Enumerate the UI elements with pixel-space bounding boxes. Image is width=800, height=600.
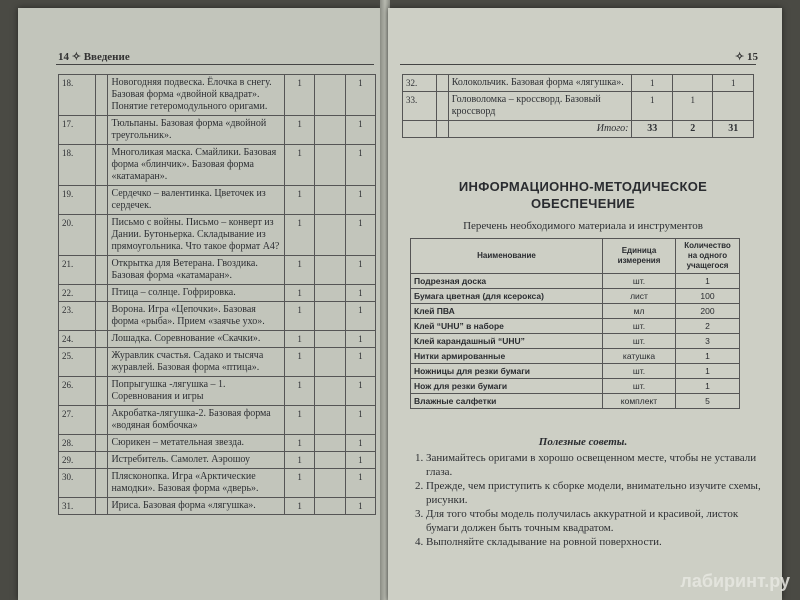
hours-practice: 1 (345, 377, 375, 406)
table-row (59, 75, 376, 116)
hours-practice: 1 (345, 285, 375, 302)
row-number: 31. (59, 498, 96, 515)
row-number: 21. (59, 256, 96, 285)
row-number: 25. (59, 348, 96, 377)
hours-practice: 1 (345, 302, 375, 331)
lesson-title: Письмо с войны. Письмо – конверт из Дании. Бутоньерка. Складывание из прямоугольника. Что такое формат А4? (108, 215, 284, 256)
total-hours: 33 (632, 121, 673, 138)
hours-total: 1 (284, 348, 314, 377)
section-title-line: ИНФОРМАЦИОННО-МЕТОДИЧЕСКОЕ (458, 179, 708, 194)
material-qty: 3 (676, 334, 740, 349)
blank-cell (437, 75, 448, 92)
material-unit: комплект (603, 394, 676, 409)
material-qty: 100 (676, 289, 740, 304)
hours-theory: 1 (672, 92, 713, 121)
hours-theory (315, 435, 345, 452)
material-qty: 1 (676, 379, 740, 394)
row-number: 27. (59, 406, 96, 435)
row-number: 29. (59, 452, 96, 469)
hours-practice: 1 (345, 469, 375, 498)
hours-practice: 1 (345, 331, 375, 348)
hours-practice: 1 (345, 145, 375, 186)
lesson-title: Сюрикен – метательная звезда. (108, 435, 284, 452)
hours-theory (315, 186, 345, 215)
hours-total: 1 (284, 452, 314, 469)
material-unit: шт. (603, 364, 676, 379)
hours-total: 1 (284, 331, 314, 348)
lesson-title: Ворона. Игра «Цепочки». Базовая форма «рыба». Прием «заячье ухо». (108, 302, 284, 331)
table-row (59, 452, 376, 469)
materials-row (411, 394, 740, 409)
materials-row (411, 289, 740, 304)
material-qty: 200 (676, 304, 740, 319)
blank-cell (96, 302, 108, 331)
hours-total: 1 (284, 75, 314, 116)
table-row (59, 498, 376, 515)
materials-row (411, 319, 740, 334)
table-row (59, 215, 376, 256)
total-label: Итого: (448, 121, 632, 138)
hours-theory (315, 75, 345, 116)
material-name: Клей “UHU” в наборе (411, 319, 603, 334)
lesson-title: Тюльпаны. Базовая форма «двойной треугольник». (108, 116, 284, 145)
row-number: 33. (403, 92, 437, 121)
header-qty: Количество на одного учащегося (676, 239, 740, 274)
blank-cell (96, 498, 108, 515)
tip-item: 4. Выполняйте складывание на ровной поверхности. (426, 535, 766, 549)
hours-total: 1 (284, 186, 314, 215)
blank-cell (96, 145, 108, 186)
hours-practice: 1 (713, 75, 754, 92)
blank-cell (96, 215, 108, 256)
row-number (403, 121, 437, 138)
lesson-table-right (402, 74, 754, 138)
total-row (403, 121, 754, 138)
hours-total: 1 (284, 145, 314, 186)
hours-total: 1 (632, 75, 673, 92)
material-name: Нитки армированные (411, 349, 603, 364)
hours-total: 1 (284, 285, 314, 302)
hours-theory (315, 256, 345, 285)
row-number: 26. (59, 377, 96, 406)
running-head-left: 14 ✧ Введение (58, 51, 130, 63)
watermark-logo: лабиринт.ру (680, 571, 790, 591)
material-unit: шт. (603, 379, 676, 394)
lesson-title: Головоломка – кроссворд. Базовый кроссворд (448, 92, 632, 121)
blank-cell (96, 469, 108, 498)
hours-theory (672, 75, 713, 92)
materials-row (411, 364, 740, 379)
header-unit: Единица измерения (603, 239, 676, 274)
table-row (59, 377, 376, 406)
row-number: 28. (59, 435, 96, 452)
blank-cell (96, 348, 108, 377)
lesson-title: Плясконопка. Игра «Арктические намодки». Базовая форма «дверь». (108, 469, 284, 498)
hours-total: 1 (284, 256, 314, 285)
hours-practice: 1 (345, 215, 375, 256)
lesson-title: Акробатка-лягушка-2. Базовая форма «водяная бомбочка» (108, 406, 284, 435)
material-unit: катушка (603, 349, 676, 364)
blank-cell (96, 377, 108, 406)
blank-cell (96, 186, 108, 215)
hours-theory (315, 215, 345, 256)
row-number: 22. (59, 285, 96, 302)
table-row (59, 285, 376, 302)
material-name: Подрезная доска (411, 274, 603, 289)
hours-theory (315, 302, 345, 331)
hours-total: 1 (284, 469, 314, 498)
lesson-title: Журавлик счастья. Садако и тысяча журавлей. Базовая форма «птица». (108, 348, 284, 377)
material-name: Клей ПВА (411, 304, 603, 319)
blank-cell (96, 452, 108, 469)
row-number: 30. (59, 469, 96, 498)
material-unit: шт. (603, 319, 676, 334)
tip-item: 3. Для того чтобы модель получилась аккуратной и красивой, листок бумаги должен быть точным квадратом. (426, 507, 766, 535)
table-row (59, 435, 376, 452)
material-qty: 5 (676, 394, 740, 409)
header-name: Наименование (411, 239, 603, 274)
material-qty: 1 (676, 364, 740, 379)
material-name: Ножницы для резки бумаги (411, 364, 603, 379)
lesson-title: Попрыгушка -лягушка – 1. Соревнования и игры (108, 377, 284, 406)
header-rule (400, 64, 756, 65)
tips-title: Полезные советы. (538, 436, 628, 448)
material-name: Нож для резки бумаги (411, 379, 603, 394)
lesson-title: Птица – солнце. Гофрировка. (108, 285, 284, 302)
table-row (59, 406, 376, 435)
hours-theory (315, 469, 345, 498)
materials-row (411, 349, 740, 364)
table-row (59, 331, 376, 348)
material-unit: шт. (603, 334, 676, 349)
hours-total: 1 (284, 302, 314, 331)
materials-row (411, 334, 740, 349)
hours-practice: 1 (345, 116, 375, 145)
hours-theory (315, 498, 345, 515)
lesson-title: Новогодняя подвеска. Ёлочка в снегу. Базовая форма «двойной квадрат». Понятие гетеромодульного оригами. (108, 75, 284, 116)
row-number: 18. (59, 145, 96, 186)
hours-practice: 1 (345, 75, 375, 116)
row-number: 23. (59, 302, 96, 331)
row-number: 32. (403, 75, 437, 92)
blank-cell (96, 75, 108, 116)
header-rule (56, 64, 374, 65)
hours-theory (315, 406, 345, 435)
tip-item: 2. Прежде, чем приступить к сборке модели, внимательно изучите схемы, рисунки. (426, 479, 766, 507)
table-row (59, 302, 376, 331)
running-head-right: ✧ 15 (735, 51, 758, 63)
lesson-title: Колокольчик. Базовая форма «лягушка». (448, 75, 632, 92)
material-qty: 2 (676, 319, 740, 334)
material-qty: 1 (676, 274, 740, 289)
table-row (59, 145, 376, 186)
materials-row (411, 274, 740, 289)
material-qty: 1 (676, 349, 740, 364)
table-row (59, 348, 376, 377)
material-unit: мл (603, 304, 676, 319)
lesson-title: Открытка для Ветерана. Гвоздика. Базовая форма «катамаран». (108, 256, 284, 285)
material-name: Влажные салфетки (411, 394, 603, 409)
hours-total: 1 (632, 92, 673, 121)
table-row (59, 469, 376, 498)
hours-practice: 1 (345, 498, 375, 515)
total-theory: 2 (672, 121, 713, 138)
material-name: Клей карандашный “UHU” (411, 334, 603, 349)
hours-theory (315, 285, 345, 302)
hours-total: 1 (284, 406, 314, 435)
hours-theory (315, 452, 345, 469)
table-row (403, 92, 754, 121)
blank-cell (96, 285, 108, 302)
hours-theory (315, 331, 345, 348)
hours-total: 1 (284, 498, 314, 515)
hours-practice: 1 (345, 348, 375, 377)
materials-row (411, 304, 740, 319)
lesson-title: Сердечко – валентинка. Цветочек из сердечек. (108, 186, 284, 215)
blank-cell (96, 256, 108, 285)
tip-item: 1. Занимайтесь оригами в хорошо освещенном месте, чтобы не уставали глаза. (426, 451, 766, 479)
material-name: Бумага цветная (для ксерокса) (411, 289, 603, 304)
section-title (408, 178, 758, 212)
blank-cell (96, 331, 108, 348)
row-number: 19. (59, 186, 96, 215)
blank-cell (96, 435, 108, 452)
material-unit: шт. (603, 274, 676, 289)
right-page (388, 8, 782, 600)
tips-list (410, 451, 766, 549)
materials-row (411, 379, 740, 394)
hours-practice: 1 (345, 452, 375, 469)
total-practice: 31 (713, 121, 754, 138)
hours-theory (315, 348, 345, 377)
hours-total: 1 (284, 377, 314, 406)
blank-cell (96, 116, 108, 145)
blank-cell (437, 121, 448, 138)
lesson-table-left (58, 74, 376, 515)
row-number: 17. (59, 116, 96, 145)
hours-practice: 1 (345, 435, 375, 452)
hours-theory (315, 145, 345, 186)
hours-total: 1 (284, 435, 314, 452)
materials-subtitle: Перечень необходимого материала и инструментов (463, 220, 703, 232)
lesson-title: Ириса. Базовая форма «лягушка». (108, 498, 284, 515)
blank-cell (437, 92, 448, 121)
section-title-line: ОБЕСПЕЧЕНИЕ (530, 196, 636, 211)
left-page (18, 8, 382, 600)
hours-practice (713, 92, 754, 121)
blank-cell (96, 406, 108, 435)
hours-theory (315, 116, 345, 145)
row-number: 18. (59, 75, 96, 116)
table-row (59, 116, 376, 145)
hours-theory (315, 377, 345, 406)
lesson-title: Многоликая маска. Смайлики. Базовая форма «блинчик». Базовая форма «катамаран». (108, 145, 284, 186)
hours-total: 1 (284, 116, 314, 145)
table-row (403, 75, 754, 92)
hours-practice: 1 (345, 256, 375, 285)
hours-practice: 1 (345, 406, 375, 435)
row-number: 24. (59, 331, 96, 348)
hours-practice: 1 (345, 186, 375, 215)
table-row (59, 256, 376, 285)
materials-header-row (411, 239, 740, 274)
material-unit: лист (603, 289, 676, 304)
table-row (59, 186, 376, 215)
lesson-title: Истребитель. Самолет. Аэрошоу (108, 452, 284, 469)
hours-total: 1 (284, 215, 314, 256)
row-number: 20. (59, 215, 96, 256)
materials-table (410, 238, 740, 409)
lesson-title: Лошадка. Соревнование «Скачки». (108, 331, 284, 348)
